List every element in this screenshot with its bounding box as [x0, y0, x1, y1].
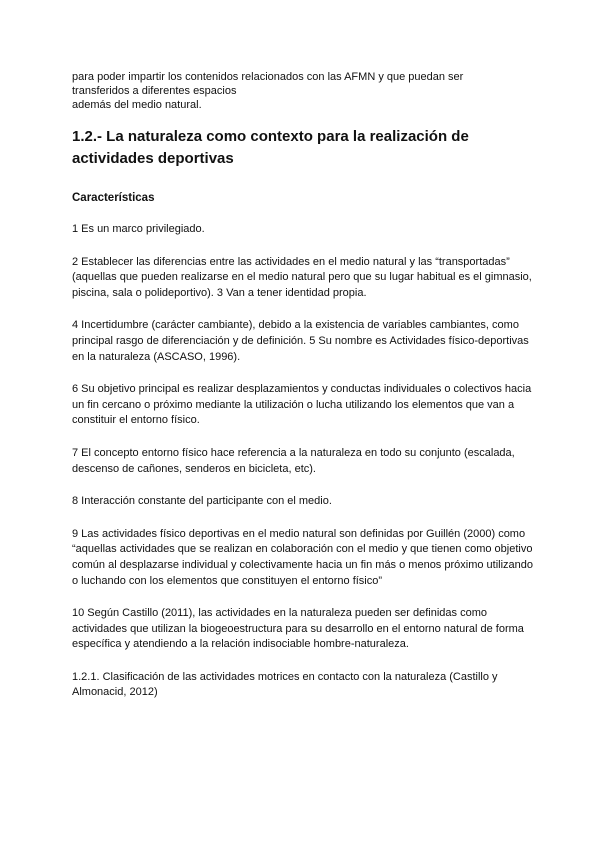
document-page: [72, 70, 542, 701]
paragraph-8: 8 Interacción constante del participante con el medio.: [72, 495, 332, 508]
paragraph-6: 6 Su objetivo principal es realizar desplazamientos y conductas individuales o colectivos hacia un fin cercano o próximo mediante la utilización o lucha utilizando los elementos que van a constituir el entorno físico.: [72, 383, 532, 427]
paragraph-10: 10 Según Castillo (2011), las actividades en la naturaleza pueden ser definidas como actividades que utilizan la biogeoestructura para su desarrollo en el entorno natural de forma específica y atendiendo a la relación indisociable hombre-naturaleza.: [72, 607, 524, 651]
subsection-title: 1.2.1. Clasificación de las actividades motrices en contacto con la naturaleza (Castillo y Almonacid, 2012): [72, 670, 498, 699]
paragraph-1: 1 Es un marco privilegiado.: [72, 223, 205, 235]
paragraph-2: 2 Establecer las diferencias entre las actividades en el medio natural y las “transportadas” (aquellas que pueden realizarse en el medio natural pero que su lugar habitual es el gimnasio, piscina, sala o polideportivo). 3 Van a tener identidad propia.: [72, 255, 532, 299]
intro-line: transferidos a diferentes espacios: [72, 85, 237, 97]
paragraph-4: 4 Incertidumbre (carácter cambiante), debido a la existencia de variables cambiantes, como principal rasgo de diferenciación y de definición. 5 Su nombre es Actividades físico-deportivas en la naturaleza (ASCASO, 1996).: [72, 319, 529, 363]
section-title: 1.2.- La naturaleza como contexto para la realización de actividades deportivas: [72, 128, 469, 167]
paragraph-7: 7 El concepto entorno físico hace referencia a la naturaleza en todo su conjunto (escalada, descenso de cañones, senderos en bicicleta, etc).: [72, 446, 515, 475]
paragraph-9: 9 Las actividades físico deportivas en el medio natural son definidas por Guillén (2000) como “aquellas actividades que se realizan en colaboración con el medio y que tienen como objetivo común al desplazarse individual y colectivamente hacia un fin más o menos próximo utilizando o luchando con los elementos que constituyen el entorno físico”: [72, 527, 534, 587]
section-subtitle: Características: [72, 192, 155, 204]
intro-paragraph: [72, 70, 542, 112]
intro-line: para poder impartir los contenidos relacionados con las AFMN y que puedan ser: [72, 71, 464, 83]
intro-line: además del medio natural.: [72, 99, 202, 111]
